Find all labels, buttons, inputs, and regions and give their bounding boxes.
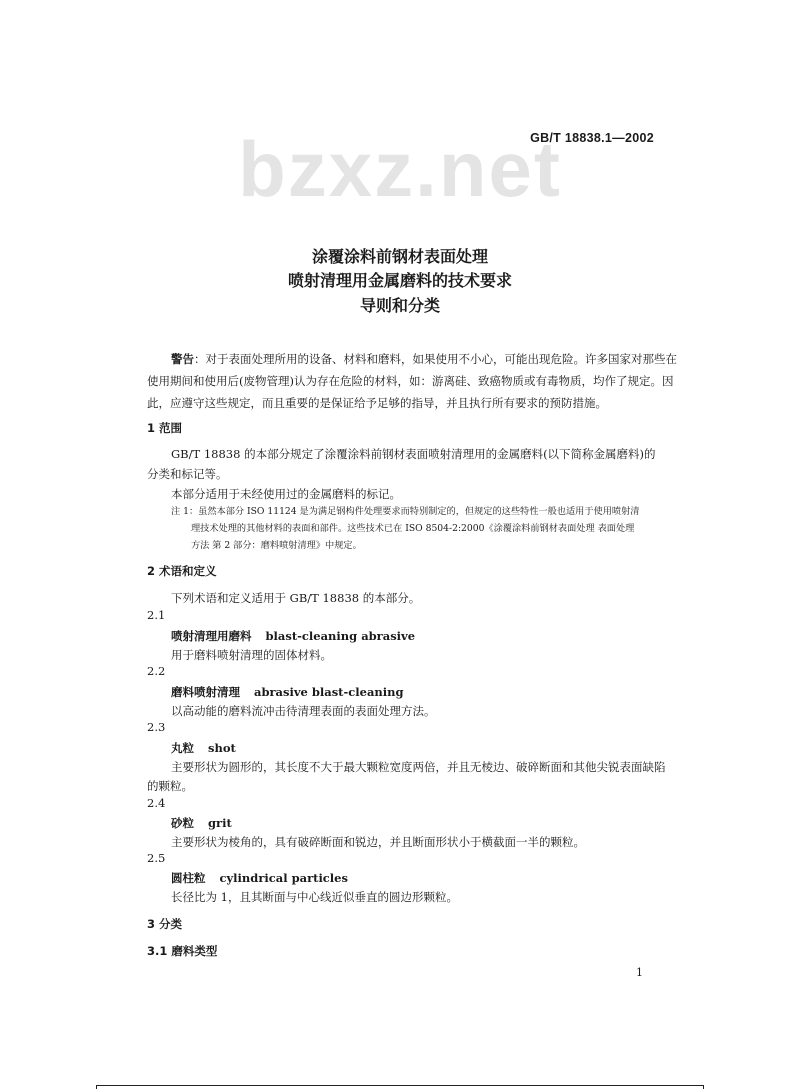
definition-2-5: 长径比为 1，且其断面与中心线近似垂直的圆边形颗粒。 (171, 890, 458, 904)
term-2-2-zh: 磨料喷射清理 (171, 685, 240, 699)
term-2-5-zh: 圆柱粒 (171, 871, 206, 885)
clause-2-3-number: 2.3 (147, 720, 166, 734)
section-2-heading: 2 术语和定义 (147, 564, 217, 578)
section-1-heading: 1 范围 (147, 421, 183, 435)
standard-code: GB/T 18838.1—2002 (530, 131, 654, 145)
scope-paragraph-1b: 分类和标记等。 (147, 467, 228, 481)
title-line-1: 涂覆涂料前钢材表面处理 (311, 247, 488, 266)
title-line-3: 导则和分类 (359, 296, 440, 315)
note-line-1: 注 1：虽然本部分 ISO 11124 是为满足钢构件处理要求而特别制定的，但规定的这些特性一般也适用于使用喷射清 (171, 506, 640, 517)
term-2-2 (171, 684, 404, 700)
term-2-4-en: grit (208, 816, 232, 830)
definitions-intro: 下列术语和定义适用于 GB/T 18838 的本部分。 (171, 591, 421, 605)
term-2-3-zh: 丸粒 (171, 741, 194, 755)
scope-paragraph-1a: GB/T 18838 的本部分规定了涂覆涂料前钢材表面喷射清理用的金属磨料(以下简称金属磨料)的 (171, 447, 656, 461)
clause-2-5-number: 2.5 (147, 851, 166, 865)
warning-line-3: 此，应遵守这些规定，而且重要的是保证给予足够的指导，并且执行所有要求的预防措施。 (147, 396, 607, 410)
note-line-2: 理技术处理的其他材料的表面和部件。这些技术已在 ISO 8504-2:2000《涂覆涂料前钢材表面处理 表面处理 (191, 523, 635, 534)
definition-2-4: 主要形状为棱角的，具有破碎断面和锐边，并且断面形状小于横截面一半的颗粒。 (171, 835, 585, 849)
term-2-5 (171, 870, 348, 886)
definition-2-1: 用于磨料喷射清理的固体材料。 (171, 648, 332, 662)
term-2-3 (171, 740, 236, 756)
clause-2-2-number: 2.2 (147, 664, 166, 678)
warning-line-2: 使用期间和使用后(废物管理)认为存在危险的材料，如：游离硅、致癌物质或有毒物质，均作了规定。因 (147, 374, 674, 388)
term-2-1 (171, 628, 415, 644)
term-2-4 (171, 815, 232, 831)
bottom-border-line (96, 1085, 704, 1089)
subsection-3-1-heading: 3.1 磨料类型 (147, 944, 218, 958)
page-number: 1 (636, 966, 643, 979)
watermark: bzxz.net (238, 125, 562, 213)
scope-paragraph-2: 本部分适用于未经使用过的金属磨料的标记。 (171, 487, 401, 501)
definition-2-2: 以高动能的磨料流冲击待清理表面的表面处理方法。 (171, 704, 436, 718)
clause-2-4-number: 2.4 (147, 796, 166, 810)
clause-2-1-number: 2.1 (147, 608, 166, 622)
term-2-2-en: abrasive blast-cleaning (254, 685, 404, 699)
warning-text-1: ：对于表面处理所用的设备、材料和磨料，如果使用不小心，可能出现危险。许多国家对那些在 (194, 352, 677, 366)
section-3-heading: 3 分类 (147, 917, 183, 931)
term-2-1-en: blast-cleaning abrasive (265, 629, 416, 643)
note-line-3: 方法 第 2 部分：磨料喷射清理》中规定。 (191, 540, 362, 551)
term-2-5-en: cylindrical particles (219, 871, 348, 885)
term-2-1-zh: 喷射清理用磨料 (171, 629, 252, 643)
term-2-4-zh: 砂粒 (171, 816, 194, 830)
warning-line-1 (171, 351, 677, 367)
definition-2-3b: 的颗粒。 (147, 779, 193, 793)
term-2-3-en: shot (208, 741, 236, 755)
warning-label: 警告 (171, 352, 194, 366)
title-line-2: 喷射清理用金属磨料的技术要求 (287, 271, 512, 290)
definition-2-3a: 主要形状为圆形的，其长度不大于最大颗粒宽度两倍，并且无棱边、破碎断面和其他尖锐表面缺陷 (171, 760, 666, 774)
